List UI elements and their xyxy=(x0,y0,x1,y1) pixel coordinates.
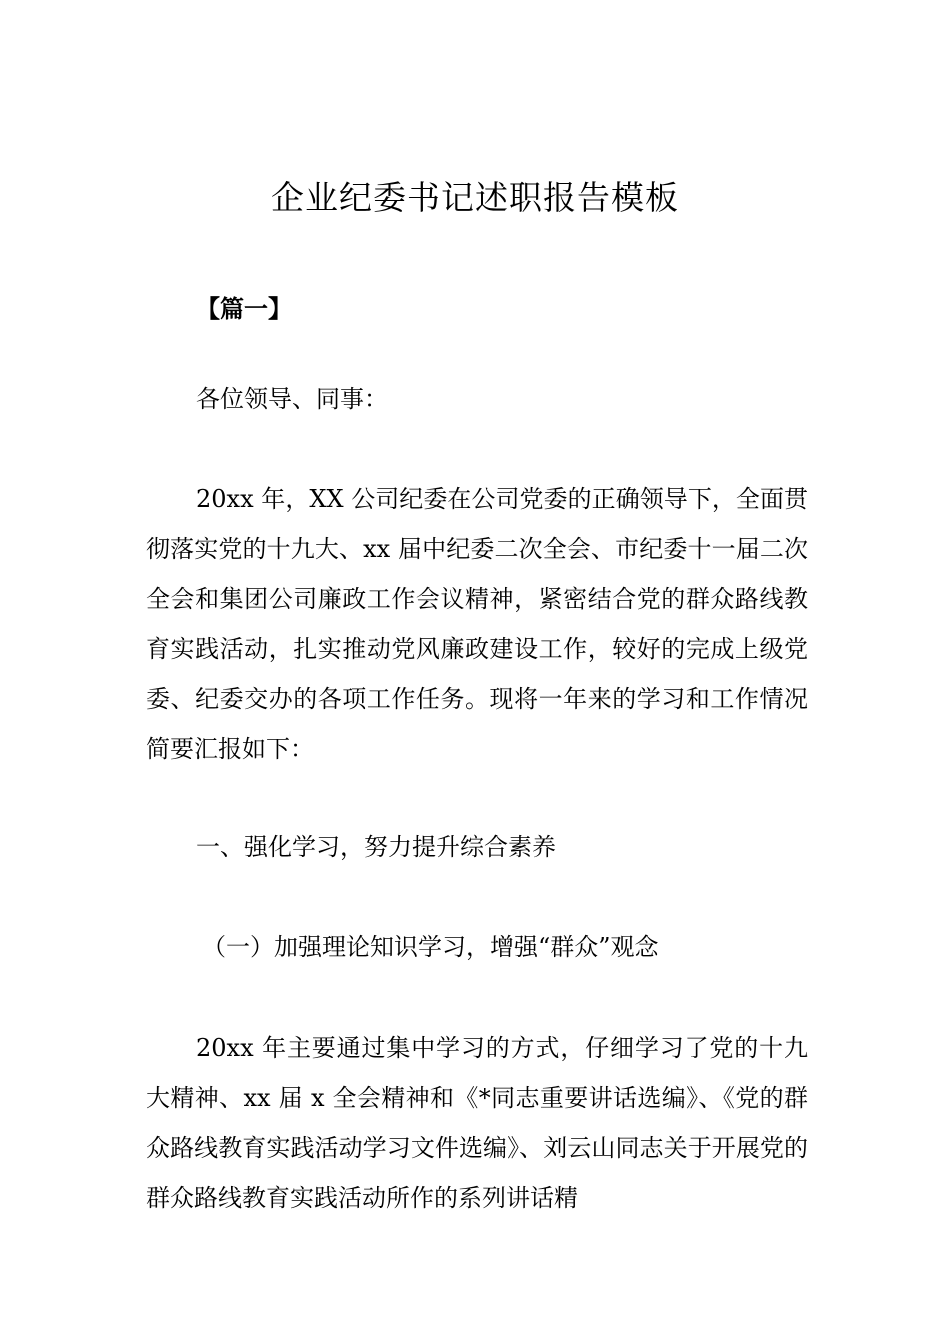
salutation: 各位领导、同事： xyxy=(196,385,388,413)
subsection-heading-1: （一）加强理论知识学习，增强“群众”观念 xyxy=(202,933,659,961)
paragraph-intro: 20xx 年，XX 公司纪委在公司党委的正确领导下，全面贯彻落实党的十九大、xx 届中纪委二次全会、市纪委十一届二次全会和集团公司廉政工作会议精神，紧密结合党的群众路线教育实践活动，扎实推动党风廉政建设工作，较好的完成上级党委、纪委交办的各项工作任务。现将一年来的学习和工作情况简要汇报如下： xyxy=(146,485,808,763)
paragraph-study: 20xx 年主要通过集中学习的方式，仔细学习了党的十九大精神、xx 届 x 全会精神和《*同志重要讲话选编》、《党的群众路线教育实践活动学习文件选编》、刘云山同志关于开展党的群众路线教育实践活动所作的系列讲话精 xyxy=(146,1034,808,1212)
section-heading-1: 一、强化学习，努力提升综合素养 xyxy=(196,833,556,861)
document-title: 企业纪委书记述职报告模板 xyxy=(271,178,679,217)
section-marker xyxy=(146,284,858,334)
section-marker-text: 【篇一】 xyxy=(196,295,292,323)
